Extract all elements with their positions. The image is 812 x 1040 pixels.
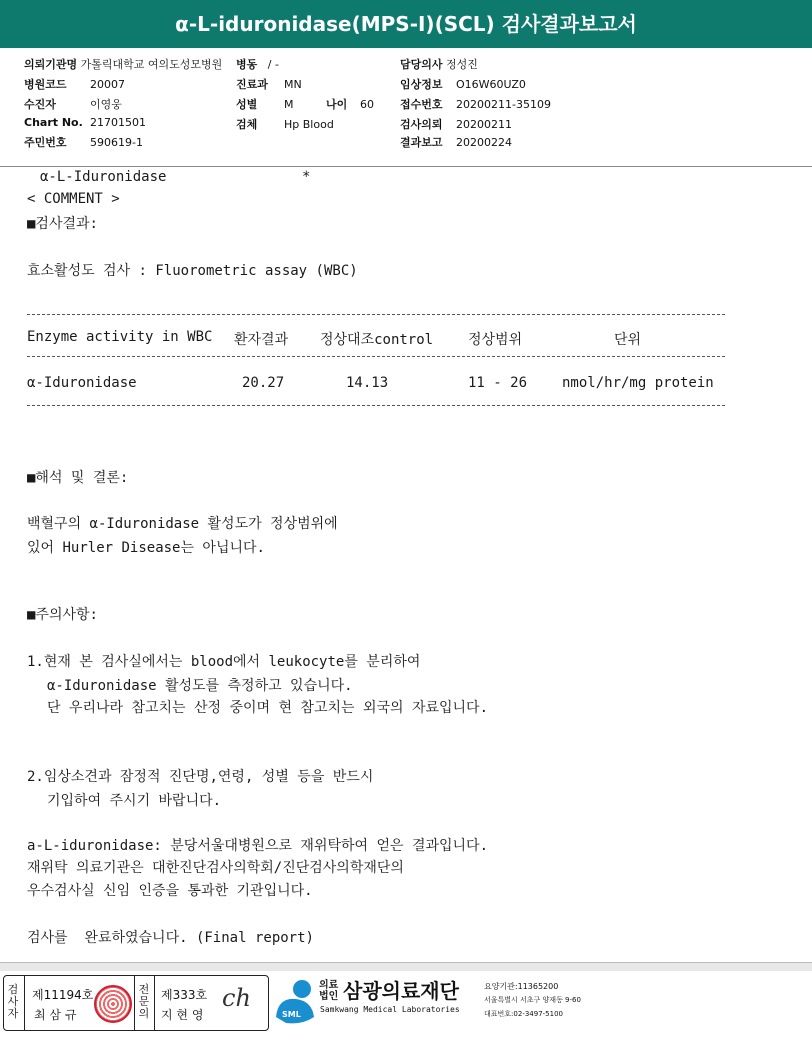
id-label: 주민번호 <box>24 136 67 149</box>
specialist-signature-icon: ch <box>222 984 251 1012</box>
footer-band <box>0 962 812 971</box>
specialist-label-char: 전 <box>138 983 150 996</box>
req-org-value: 가톨릭대학교 여의도성모병원 <box>80 58 223 71</box>
specialist-label-char: 의 <box>138 1007 150 1020</box>
dept-field <box>236 76 302 92</box>
patient-field <box>24 96 122 112</box>
logo-text: SML <box>282 1010 301 1019</box>
header-divider <box>0 166 812 167</box>
sign-divider <box>24 976 25 1030</box>
id-value: 590619-1 <box>90 136 143 149</box>
table-header-control: 정상대조control <box>320 332 434 348</box>
notes-heading: ■주의사항: <box>27 607 98 623</box>
table-top-rule <box>27 314 725 315</box>
comment-label: < COMMENT > <box>27 191 120 207</box>
clinical-value: O16W60UZ0 <box>456 78 526 91</box>
org-name: 삼광의료재단 <box>343 979 459 1003</box>
table-header-enzyme: Enzyme activity in WBC <box>27 329 213 345</box>
note1-line-2: α-Iduronidase 활성도를 측정하고 있습니다. <box>47 678 353 694</box>
note1-line-3: 단 우리나라 참고치는 산정 중이며 현 참고치는 외국의 자료입니다. <box>47 700 489 716</box>
report-date-value: 20200224 <box>456 136 512 149</box>
dept-label: 진료과 <box>236 78 268 91</box>
request-date-value: 20200211 <box>456 118 512 131</box>
dept-value: MN <box>284 78 302 91</box>
table-cell-range: 11 - 26 <box>468 375 528 391</box>
req-org-label: 의뢰기관명 <box>24 58 78 71</box>
specimen-label: 검체 <box>236 118 258 131</box>
receipt-field <box>400 96 551 112</box>
sex-field <box>236 96 294 112</box>
test-star: * <box>302 169 311 185</box>
org-name-en: Samkwang Medical Laboratories <box>320 1005 460 1014</box>
table-cell-patient: 20.27 <box>242 375 285 391</box>
sex-label: 성별 <box>236 98 258 111</box>
outsource-line-2: 재위탁 의료기관은 대한진단검사의학회/진단검사의학재단의 <box>27 860 404 876</box>
table-cell-control: 14.13 <box>346 375 389 391</box>
care-code: 요양기관:11365200 <box>484 982 559 991</box>
age-value: 60 <box>360 98 374 111</box>
ward-value: / - <box>267 58 279 71</box>
interp-line-2: 있어 Hurler Disease는 아닙니다. <box>27 540 265 556</box>
table-header-patient: 환자결과 <box>234 332 289 348</box>
test-line: α-L-Iduronidase <box>40 169 167 185</box>
method-line: 효소활성도 검사 : Fluorometric assay (WBC) <box>27 263 358 279</box>
patient-label: 수진자 <box>24 98 56 111</box>
request-date-label: 검사의뢰 <box>400 118 443 131</box>
clinical-field <box>400 76 526 92</box>
report-date-field <box>400 134 512 150</box>
sign-divider <box>154 976 155 1030</box>
age-label: 나이 <box>326 98 348 111</box>
id-field <box>24 134 143 150</box>
table-mid-rule <box>27 356 725 357</box>
sml-logo-icon <box>272 977 318 1025</box>
org-prefix-line: 법인 <box>319 991 339 1002</box>
receipt-value: 20200211-35109 <box>456 98 551 111</box>
tester-name: 최 삼 규 <box>34 1008 77 1022</box>
note2-line-1: 2.임상소견과 잠정적 진단명,연령, 성별 등을 반드시 <box>27 769 374 785</box>
specialist-name: 지 현 영 <box>161 1008 204 1022</box>
age-field <box>326 96 374 112</box>
specialist-label-char: 문 <box>138 995 150 1008</box>
org-phone: 대표번호:02-3497-5100 <box>484 1010 563 1018</box>
hosp-code-field <box>24 76 125 92</box>
table-header-range: 정상범위 <box>468 332 523 348</box>
tester-seal-icon <box>94 985 132 1023</box>
specimen-field <box>236 116 334 132</box>
hosp-code-value: 20007 <box>90 78 125 91</box>
request-date-field <box>400 116 512 132</box>
chart-value: 21701501 <box>90 116 146 129</box>
chart-label: Chart No. <box>24 116 83 129</box>
clinical-label: 임상정보 <box>400 78 443 91</box>
interp-heading: ■해석 및 결론: <box>27 470 129 486</box>
interp-line-1: 백혈구의 α-Iduronidase 활성도가 정상범위에 <box>27 516 338 532</box>
report-title: α-L-iduronidase(MPS-I)(SCL) 검사결과보고서 <box>0 0 812 48</box>
note2-line-2: 기입하여 주시기 바랍니다. <box>47 793 222 809</box>
table-cell-unit: nmol/hr/mg protein <box>562 375 714 391</box>
outsource-line-1: a-L-iduronidase: 분당서울대병원으로 재위탁하여 얻은 결과입니다. <box>27 838 489 854</box>
sign-divider <box>134 976 135 1030</box>
ward-field <box>236 56 279 72</box>
ward-label: 병동 <box>236 58 258 71</box>
outsource-line-3: 우수검사실 신임 인증을 통과한 기관입니다. <box>27 883 313 899</box>
hosp-code-label: 병원코드 <box>24 78 67 91</box>
tester-label-char: 검 <box>7 983 19 996</box>
result-heading: ■검사결과: <box>27 216 98 232</box>
report-date-label: 결과보고 <box>400 136 443 149</box>
doctor-value: 정성진 <box>446 58 478 71</box>
chart-field <box>24 116 146 129</box>
tester-label-char: 사 <box>7 995 19 1008</box>
patient-value: 이영웅 <box>90 98 122 111</box>
tester-label-char: 자 <box>7 1007 19 1020</box>
org-prefix-line: 의료 <box>319 980 339 991</box>
receipt-label: 접수번호 <box>400 98 443 111</box>
table-header-unit: 단위 <box>614 332 642 348</box>
tester-label <box>6 984 20 1020</box>
note1-line-1: 1.현재 본 검사실에서는 blood에서 leukocyte를 분리하여 <box>27 654 421 670</box>
doctor-label: 담당의사 <box>400 58 443 71</box>
table-cell-enzyme: α-Iduronidase <box>27 375 137 391</box>
specialist-label <box>137 984 151 1020</box>
table-bottom-rule <box>27 405 725 406</box>
org-address: 서울특별시 서초구 양재동 9-60 <box>484 996 581 1004</box>
final-report-line: 검사를 완료하였습니다. (Final report) <box>27 930 314 946</box>
org-prefix <box>319 980 338 1002</box>
doctor-field <box>400 56 478 72</box>
specialist-license: 제333호 <box>161 988 208 1002</box>
specimen-value: Hp Blood <box>284 118 334 131</box>
sex-value: M <box>284 98 294 111</box>
req-org-field <box>24 56 222 72</box>
tester-license: 제11194호 <box>32 988 94 1002</box>
